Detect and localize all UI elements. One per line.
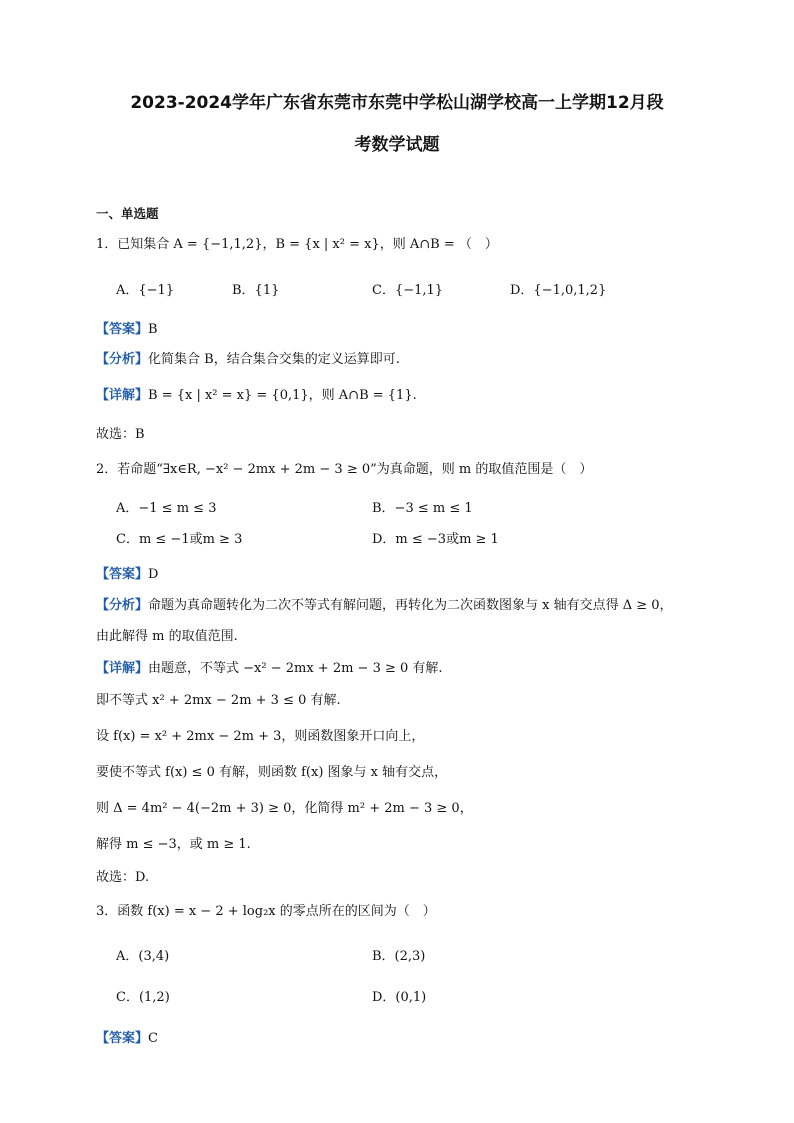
q1-detail (96, 384, 417, 403)
section-heading: 一、单选题 (96, 206, 159, 221)
q2-detail-text-1: 由题意，不等式 −x² − 2mx + 2m − 3 ≥ 0 有解. (148, 661, 443, 676)
q3-option-d: D．(0,1) (372, 990, 427, 1005)
q3-option-a: A．(3,4) (116, 949, 170, 964)
answer-tag: 【答案】 (96, 567, 149, 582)
q2-option-d: D．m ≤ −3或m ≥ 1 (372, 532, 499, 547)
q3-option-b: B．(2,3) (372, 949, 426, 964)
q2-choice: 故选：D. (96, 870, 150, 885)
q3-answer-value: C (148, 1031, 158, 1046)
answer-tag: 【答案】 (96, 322, 149, 337)
title-line-1: 2023-2024学年广东省东莞市东莞中学松山湖学校高一上学期12月段 (130, 93, 664, 113)
analysis-tag: 【分析】 (96, 352, 149, 367)
q2-answer (96, 563, 158, 582)
q2-answer-value: D (148, 567, 159, 582)
q3-option-c: C．(1,2) (116, 990, 170, 1005)
q1-option-a: A．{−1} (116, 283, 175, 298)
q1-option-d: D．{−1,0,1,2} (510, 283, 607, 298)
q2-detail (96, 657, 443, 676)
q2-option-b: B．−3 ≤ m ≤ 1 (372, 501, 473, 516)
q1-answer-value: B (148, 322, 158, 337)
q2-detail-line-6: 解得 m ≤ −3，或 m ≥ 1. (96, 837, 251, 852)
q1-analysis-text: 化简集合 B，结合集合交集的定义运算即可. (148, 352, 400, 367)
q3-answer (96, 1027, 158, 1046)
q2-analysis (96, 594, 673, 613)
q1-detail-text: B = {x | x² = x} = {0,1}，则 A∩B = {1}. (148, 388, 417, 403)
q2-option-a: A．−1 ≤ m ≤ 3 (116, 501, 217, 516)
q1-choice: 故选：B (96, 427, 145, 442)
q2-option-c: C．m ≤ −1或m ≥ 3 (116, 532, 243, 547)
answer-tag: 【答案】 (96, 1031, 149, 1046)
q1-analysis (96, 348, 400, 367)
q1-answer (96, 318, 158, 337)
analysis-tag: 【分析】 (96, 598, 149, 613)
q2-analysis-cont: 由此解得 m 的取值范围. (96, 629, 238, 644)
q2-detail-line-5: 则 Δ = 4m² − 4(−2m + 3) ≥ 0，化简得 m² + 2m − 3 ≥ 0， (96, 801, 473, 816)
q2-detail-line-4: 要使不等式 f(x) ≤ 0 有解，则函数 f(x) 图象与 x 轴有交点， (96, 765, 448, 780)
q1-option-b: B．{1} (232, 283, 280, 298)
q2-analysis-text-1: 命题为真命题转化为二次不等式有解问题，再转化为二次函数图象与 x 轴有交点得 Δ ≥ 0， (148, 598, 673, 613)
detail-tag: 【详解】 (96, 388, 149, 403)
question-1-stem: 1．已知集合 A = {−1,1,2}，B = {x | x² = x}，则 A∩B = （ ） (96, 237, 498, 252)
detail-tag: 【详解】 (96, 661, 149, 676)
question-2-stem: 2．若命题“∃x∈R, −x² − 2mx + 2m − 3 ≥ 0”为真命题，则 m 的取值范围是（ ） (96, 462, 593, 477)
q2-detail-line-2: 即不等式 x² + 2mx − 2m + 3 ≤ 0 有解. (96, 693, 341, 708)
q1-option-c: C．{−1,1} (372, 283, 444, 298)
q2-detail-line-3: 设 f(x) = x² + 2mx − 2m + 3，则函数图象开口向上， (96, 729, 425, 744)
question-3-stem: 3．函数 f(x) = x − 2 + log₂x 的零点所在的区间为（ ） (96, 904, 436, 919)
title-line-2: 考数学试题 (354, 135, 440, 155)
